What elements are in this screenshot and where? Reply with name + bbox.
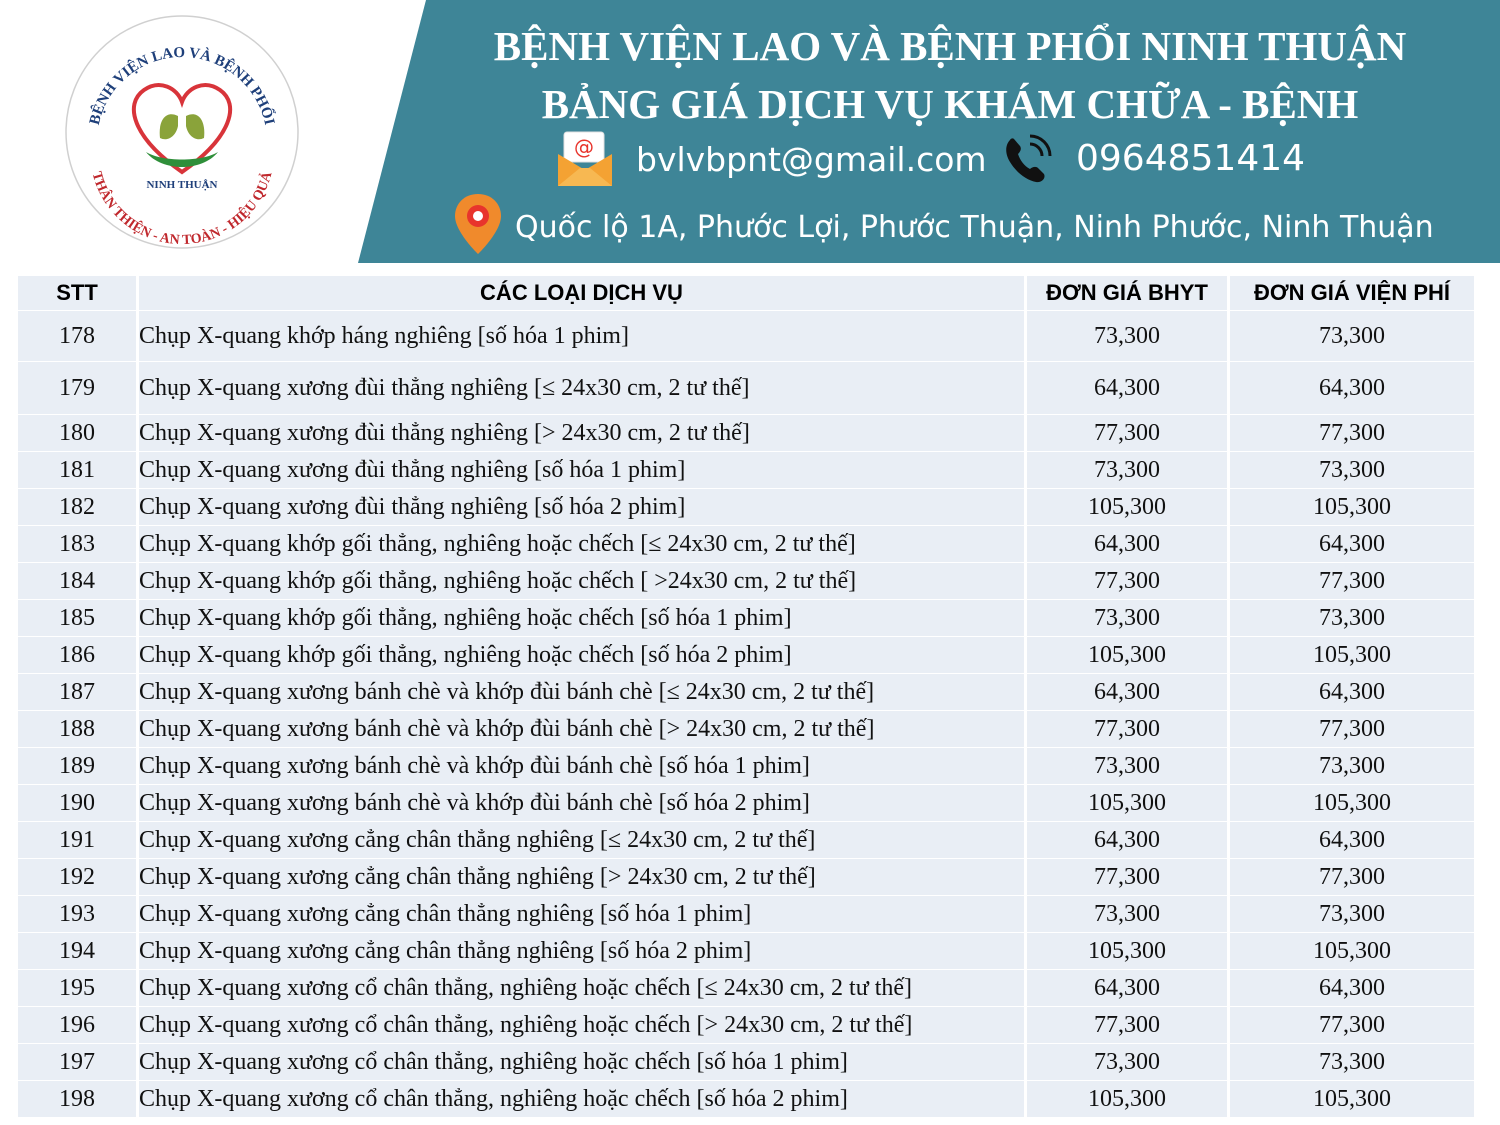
logo-center-text: NINH THUẬN [146,179,218,191]
row-service-name: Chụp X-quang xương bánh chè và khớp đùi bánh chè [số hóa 2 phim] [139,789,810,816]
row-stt: 181 [59,456,95,483]
table-row [18,311,1474,362]
table-row [18,1081,1474,1118]
row-hospital-fee: 77,300 [1319,567,1385,594]
logo-arc-top: BỆNH VIỆN LAO VÀ BỆNH PHỔI [86,44,278,127]
row-stt: 182 [59,493,95,520]
row-stt: 186 [59,641,95,668]
table-row [18,859,1474,896]
row-service-name: Chụp X-quang xương cổ chân thẳng, nghiêng hoặc chếch [số hóa 1 phim] [139,1048,848,1075]
hospital-logo [62,12,302,252]
phone-number[interactable]: 0964851414 [1076,138,1306,179]
row-bhyt-price: 105,300 [1088,937,1166,964]
row-bhyt-price: 105,300 [1088,789,1166,816]
row-service-name: Chụp X-quang xương cổ chân thẳng, nghiêng hoặc chếch [≤ 24x30 cm, 2 tư thế] [139,974,913,1001]
row-stt: 198 [59,1085,95,1112]
table-row [18,748,1474,785]
email-address[interactable]: bvlvbpnt@gmail.com [636,140,987,179]
row-service-name: Chụp X-quang khớp háng nghiêng [số hóa 1 phim] [139,322,629,349]
table-body [18,311,1474,1118]
row-service-name: Chụp X-quang xương đùi thẳng nghiêng [≤ 24x30 cm, 2 tư thế] [139,374,750,401]
row-service-name: Chụp X-quang xương đùi thẳng nghiêng [> 24x30 cm, 2 tư thế] [139,419,750,446]
row-service-name: Chụp X-quang xương cẳng chân thẳng nghiêng [số hóa 1 phim] [139,900,752,927]
row-service-name: Chụp X-quang khớp gối thẳng, nghiêng hoặc chếch [ >24x30 cm, 2 tư thế] [139,567,857,594]
row-hospital-fee: 73,300 [1319,322,1385,349]
header-stt: STT [56,280,98,305]
logo-arc-bottom: THÂN THIỆN - AN TOÀN - HIỆU QUẢ [88,170,276,249]
table-row [18,415,1474,452]
row-bhyt-price: 73,300 [1094,900,1160,927]
row-stt: 183 [59,530,95,557]
row-service-name: Chụp X-quang xương đùi thẳng nghiêng [số hóa 2 phim] [139,493,686,520]
table-row [18,600,1474,637]
row-service-name: Chụp X-quang khớp gối thẳng, nghiêng hoặc chếch [≤ 24x30 cm, 2 tư thế] [139,530,856,557]
row-hospital-fee: 64,300 [1319,530,1385,557]
table-row [18,822,1474,859]
table-row [18,563,1474,600]
row-service-name: Chụp X-quang xương đùi thẳng nghiêng [số hóa 1 phim] [139,456,686,483]
row-stt: 179 [59,374,95,401]
row-stt: 190 [59,789,95,816]
row-hospital-fee: 77,300 [1319,715,1385,742]
price-list-title: BẢNG GIÁ DỊCH VỤ KHÁM CHỮA - BỆNH [541,81,1359,127]
row-hospital-fee: 105,300 [1313,493,1391,520]
table-row [18,362,1474,415]
row-stt: 189 [59,752,95,779]
row-stt: 184 [59,567,95,594]
row-stt: 192 [59,863,95,890]
row-hospital-fee: 77,300 [1319,863,1385,890]
row-service-name: Chụp X-quang khớp gối thẳng, nghiêng hoặc chếch [số hóa 2 phim] [139,641,792,668]
table-row [18,896,1474,933]
row-hospital-fee: 105,300 [1313,1085,1391,1112]
row-stt: 187 [59,678,95,705]
row-stt: 193 [59,900,95,927]
table-header-row [18,276,1474,311]
row-hospital-fee: 105,300 [1313,789,1391,816]
row-bhyt-price: 64,300 [1094,374,1160,401]
location-pin-icon [452,192,504,258]
header-hospital-fee: ĐƠN GIÁ VIỆN PHÍ [1253,280,1450,305]
row-service-name: Chụp X-quang xương cẳng chân thẳng nghiêng [số hóa 2 phim] [139,937,752,964]
row-service-name: Chụp X-quang xương bánh chè và khớp đùi bánh chè [số hóa 1 phim] [139,752,810,779]
row-hospital-fee: 64,300 [1319,826,1385,853]
row-service-name: Chụp X-quang khớp gối thẳng, nghiêng hoặc chếch [số hóa 1 phim] [139,604,792,631]
row-hospital-fee: 77,300 [1319,419,1385,446]
header-service: CÁC LOẠI DỊCH VỤ [480,280,683,305]
row-bhyt-price: 73,300 [1094,1048,1160,1075]
table-row [18,489,1474,526]
row-stt: 196 [59,1011,95,1038]
row-bhyt-price: 105,300 [1088,1085,1166,1112]
table-row [18,970,1474,1007]
row-bhyt-price: 73,300 [1094,752,1160,779]
row-service-name: Chụp X-quang xương cẳng chân thẳng nghiêng [≤ 24x30 cm, 2 tư thế] [139,826,816,853]
table-row [18,1007,1474,1044]
row-stt: 197 [59,1048,95,1075]
row-bhyt-price: 64,300 [1094,530,1160,557]
row-hospital-fee: 64,300 [1319,678,1385,705]
row-service-name: Chụp X-quang xương cổ chân thẳng, nghiêng hoặc chếch [số hóa 2 phim] [139,1085,848,1112]
row-bhyt-price: 64,300 [1094,678,1160,705]
email-icon [556,128,614,188]
header-bhyt-price: ĐƠN GIÁ BHYT [1046,280,1208,305]
page-header [0,0,1500,263]
row-service-name: Chụp X-quang xương cổ chân thẳng, nghiêng hoặc chếch [> 24x30 cm, 2 tư thế] [139,1011,913,1038]
row-bhyt-price: 105,300 [1088,493,1166,520]
hospital-address: Quốc lộ 1A, Phước Lợi, Phước Thuận, Ninh Phước, Ninh Thuận [515,210,1434,245]
row-stt: 180 [59,419,95,446]
row-service-name: Chụp X-quang xương bánh chè và khớp đùi bánh chè [≤ 24x30 cm, 2 tư thế] [139,678,875,705]
row-hospital-fee: 73,300 [1319,900,1385,927]
row-hospital-fee: 73,300 [1319,604,1385,631]
table-row [18,674,1474,711]
row-bhyt-price: 64,300 [1094,974,1160,1001]
row-hospital-fee: 73,300 [1319,456,1385,483]
row-bhyt-price: 73,300 [1094,322,1160,349]
table-row [18,452,1474,489]
row-hospital-fee: 105,300 [1313,937,1391,964]
row-bhyt-price: 105,300 [1088,641,1166,668]
row-bhyt-price: 64,300 [1094,826,1160,853]
table-row [18,1044,1474,1081]
hospital-name: BỆNH VIỆN LAO VÀ BỆNH PHỔI NINH THUẬN [493,23,1407,69]
table-row [18,785,1474,822]
table-row [18,711,1474,748]
row-stt: 185 [59,604,95,631]
row-hospital-fee: 73,300 [1319,1048,1385,1075]
table-row [18,637,1474,674]
row-hospital-fee: 64,300 [1319,374,1385,401]
row-bhyt-price: 77,300 [1094,863,1160,890]
row-hospital-fee: 64,300 [1319,974,1385,1001]
table-row [18,526,1474,563]
row-hospital-fee: 77,300 [1319,1011,1385,1038]
row-stt: 178 [59,322,95,349]
svg-text:@: @ [574,135,594,159]
row-bhyt-price: 77,300 [1094,1011,1160,1038]
row-service-name: Chụp X-quang xương cẳng chân thẳng nghiêng [> 24x30 cm, 2 tư thế] [139,863,816,890]
table-row [18,933,1474,970]
row-stt: 188 [59,715,95,742]
row-bhyt-price: 77,300 [1094,419,1160,446]
row-stt: 194 [59,937,95,964]
row-hospital-fee: 73,300 [1319,752,1385,779]
phone-icon [1002,134,1052,186]
row-hospital-fee: 105,300 [1313,641,1391,668]
row-bhyt-price: 77,300 [1094,715,1160,742]
price-table [18,276,1474,1118]
row-service-name: Chụp X-quang xương bánh chè và khớp đùi bánh chè [> 24x30 cm, 2 tư thế] [139,715,875,742]
row-stt: 191 [59,826,95,853]
row-bhyt-price: 77,300 [1094,567,1160,594]
row-bhyt-price: 73,300 [1094,456,1160,483]
row-stt: 195 [59,974,95,1001]
row-bhyt-price: 73,300 [1094,604,1160,631]
